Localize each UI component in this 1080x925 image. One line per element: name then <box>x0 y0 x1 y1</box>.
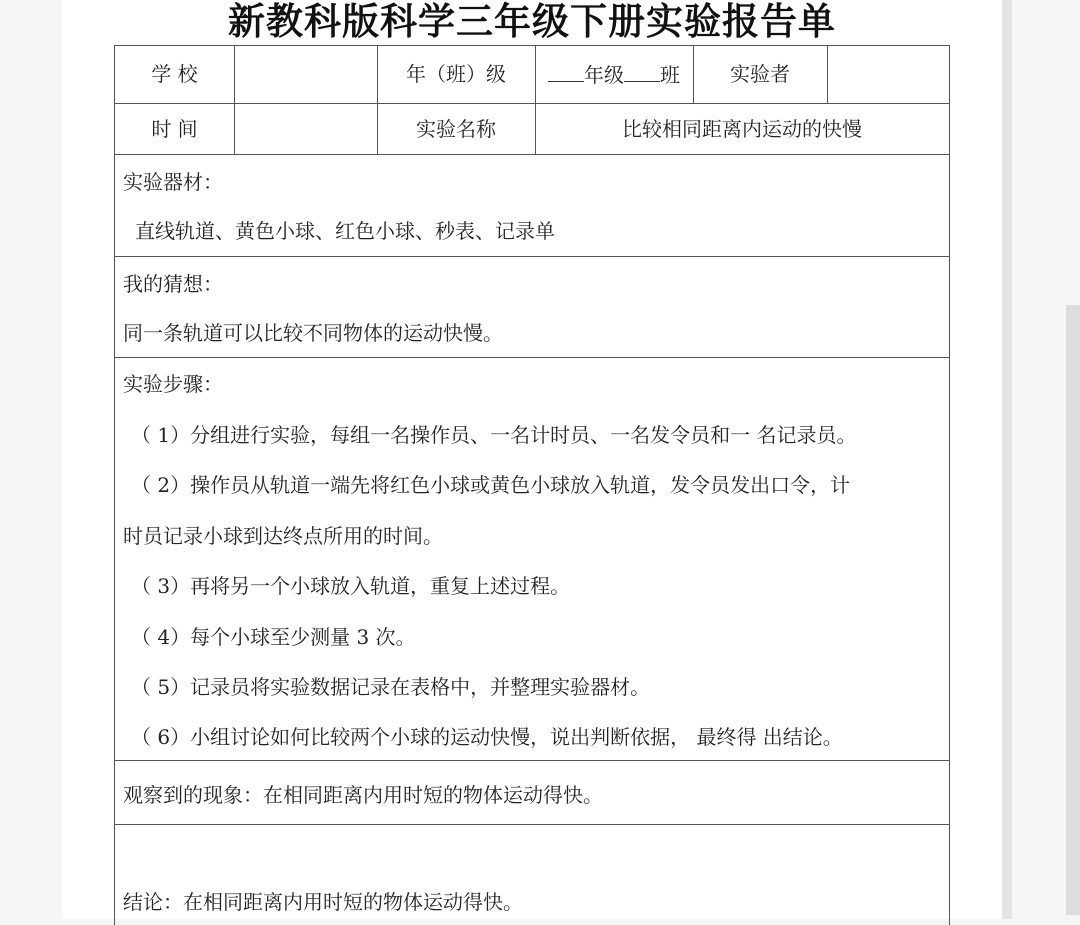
row-divider <box>115 760 949 761</box>
step-line: （ 5）记录员将实验数据记录在表格中，并整理实验器材。 <box>131 675 651 699</box>
class-blank <box>624 61 660 82</box>
report-table <box>114 45 950 925</box>
step-line: （ 2）操作员从轨道一端先将红色小球或黄色小球放入轨道，发令员发出口令，计 <box>131 473 851 497</box>
row-divider <box>115 824 949 825</box>
page-edge <box>1002 0 1012 919</box>
step-line: （ 3）再将另一个小球放入轨道，重复上述过程。 <box>131 574 571 598</box>
experimenter-label: 实验者 <box>730 62 790 86</box>
experiment-name-label: 实验名称 <box>416 117 496 141</box>
steps-label: 实验步骤： <box>123 372 223 396</box>
grade-blank <box>548 61 584 82</box>
hypothesis-label: 我的猜想： <box>123 272 223 296</box>
step-line: （ 4）每个小球至少测量 3 次。 <box>131 625 416 649</box>
class-suffix: 班 <box>660 63 680 87</box>
step-line: （ 1）分组进行实验，每组一名操作员、一名计时员、一名发令员和一 名记录员。 <box>131 423 857 447</box>
row-divider <box>115 154 949 155</box>
row-divider <box>115 103 949 104</box>
observation-text: 观察到的现象：在相同距离内用时短的物体运动得快。 <box>123 783 603 807</box>
school-label: 学 校 <box>151 62 198 86</box>
grade-class-field[interactable] <box>535 61 693 88</box>
row-divider <box>115 357 949 358</box>
time-label: 时 间 <box>151 117 198 141</box>
step-line: （ 6）小组讨论如何比较两个小球的运动快慢，说出判断依据， 最终得 出结论。 <box>131 725 843 749</box>
materials-content: 直线轨道、黄色小球、红色小球、秒表、记录单 <box>135 219 555 243</box>
col-divider <box>827 46 828 103</box>
class-label: 年（班）级 <box>406 62 506 86</box>
step-line: 时员记录小球到达终点所用的时间。 <box>123 524 443 548</box>
col-divider <box>234 46 235 154</box>
experiment-name-value: 比较相同距离内运动的快慢 <box>622 117 862 141</box>
materials-label: 实验器材： <box>123 170 223 194</box>
grade-suffix: 年级 <box>584 63 624 87</box>
scrollbar[interactable] <box>1066 305 1080 915</box>
row-divider <box>115 256 949 257</box>
hypothesis-content: 同一条轨道可以比较不同物体的运动快慢。 <box>123 321 503 345</box>
page-title: 新教科版科学三年级下册实验报告单 <box>228 0 836 43</box>
conclusion-text: 结论：在相同距离内用时短的物体运动得快。 <box>123 890 523 914</box>
